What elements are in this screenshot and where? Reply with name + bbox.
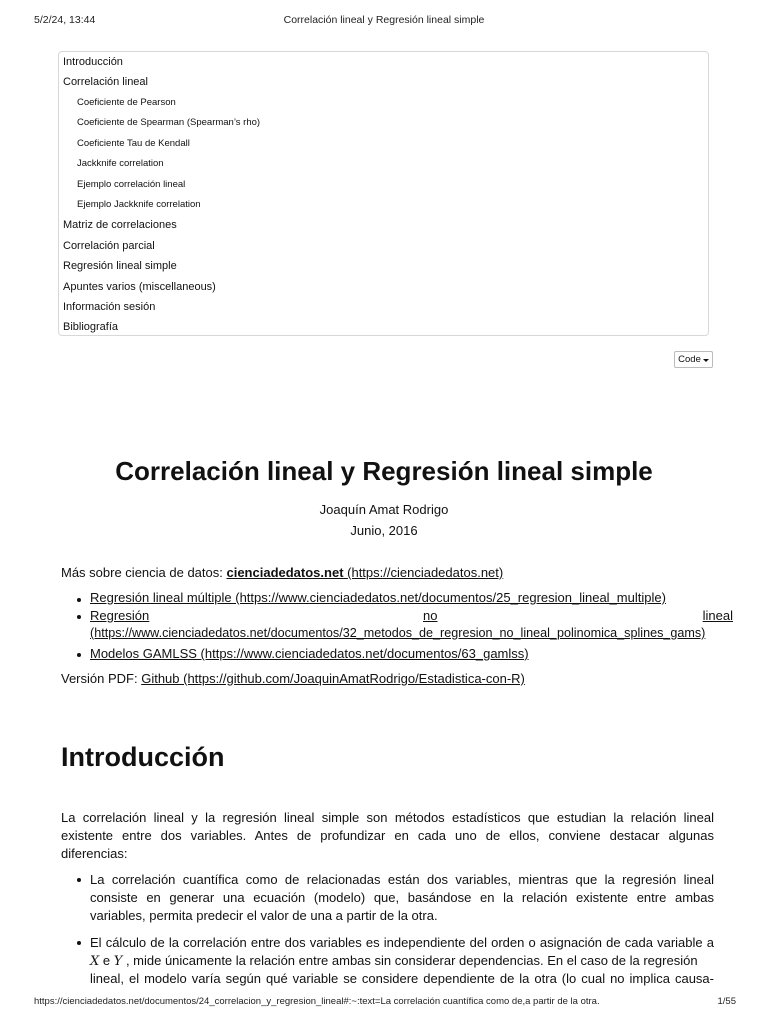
document-author: Joaquín Amat Rodrigo bbox=[319, 502, 449, 517]
pdf-version-prefix: Versión PDF: bbox=[61, 671, 142, 686]
toc-item-correlacion-parcial[interactable]: Correlación parcial bbox=[63, 240, 155, 252]
bullet2-and: e bbox=[99, 953, 114, 968]
toc-item-ejemplo-jackknife[interactable]: Ejemplo Jackknife correlation bbox=[77, 199, 201, 210]
list-item bbox=[90, 646, 529, 661]
intro-line-1: La correlación lineal y la regresión lineal simple son métodos estadísticos que estudian la relación lineal bbox=[61, 810, 714, 825]
variable-y: Y bbox=[113, 954, 123, 969]
page-number: 1/55 bbox=[717, 996, 736, 1007]
bullet1-line-3: variables, permita predecir el valor de una a partir de la otra. bbox=[90, 908, 438, 923]
cienciadedatos-url-link[interactable]: (https://cienciadedatos.net) bbox=[347, 565, 504, 580]
regresion-no-lineal-link-word1[interactable]: Regresión bbox=[90, 608, 150, 623]
bullet-icon bbox=[77, 598, 81, 602]
toc-item-matriz[interactable]: Matriz de correlaciones bbox=[63, 219, 177, 231]
toc-item-regresion-simple[interactable]: Regresión lineal simple bbox=[63, 260, 177, 272]
bullet2-line-2 bbox=[90, 952, 714, 971]
more-info-line bbox=[61, 565, 503, 580]
code-dropdown-button[interactable] bbox=[674, 351, 713, 368]
print-header bbox=[0, 14, 768, 30]
bullet2-line-2-text: , mide únicamente la relación entre ambas sin considerar dependencias. En el caso de la regresión bbox=[122, 953, 698, 968]
toc-item-kendall[interactable]: Coeficiente Tau de Kendall bbox=[77, 138, 190, 149]
intro-line-3: diferencias: bbox=[61, 846, 128, 861]
more-info-prefix: Más sobre ciencia de datos: bbox=[61, 565, 227, 580]
document-title: Correlación lineal y Regresión lineal simple bbox=[115, 456, 653, 486]
regresion-multiple-link[interactable]: Regresión lineal múltiple (https://www.cienciadedatos.net/documentos/25_regresion_lineal_multiple) bbox=[90, 590, 666, 605]
gamlss-link[interactable]: Modelos GAMLSS (https://www.cienciadedatos.net/documentos/63_gamlss) bbox=[90, 646, 529, 661]
intro-line-2: existente entre dos variables. Antes de profundizar en cada uno de ellos, conviene destacar algunas bbox=[61, 828, 714, 843]
variable-x: X bbox=[90, 954, 100, 969]
regresion-no-lineal-link-word3[interactable]: lineal bbox=[702, 608, 733, 623]
bullet1-line-1: La correlación cuantífica como de relacionadas están dos variables, mientras que la regresión lineal bbox=[90, 872, 714, 887]
bullet-icon bbox=[77, 615, 81, 619]
list-item bbox=[90, 590, 666, 605]
print-footer-url: https://cienciadedatos.net/documentos/24_correlacion_y_regresion_lineal#:~:text=La correlación cuantífica como de,a partir de la otra. bbox=[34, 996, 600, 1007]
pdf-version-line bbox=[61, 671, 525, 686]
toc-item-jackknife[interactable]: Jackknife correlation bbox=[77, 158, 164, 169]
code-button-label: Code bbox=[678, 354, 701, 365]
print-datetime: 5/2/24, 13:44 bbox=[34, 14, 96, 26]
toc-item-pearson[interactable]: Coeficiente de Pearson bbox=[77, 97, 176, 108]
toc-item-spearman[interactable]: Coeficiente de Spearman (Spearman’s rho) bbox=[77, 117, 261, 128]
print-footer bbox=[0, 996, 768, 1010]
toc-item-introduccion[interactable]: Introducción bbox=[63, 56, 123, 68]
bullet-icon bbox=[77, 941, 81, 945]
toc-item-sesion[interactable]: Información sesión bbox=[63, 301, 156, 313]
regresion-no-lineal-link-word2[interactable]: no bbox=[423, 608, 438, 623]
bullet1-line-2: consiste en generar una ecuación (modelo) que, basándose en la relación existente entre ambas bbox=[90, 890, 714, 905]
bullet-icon bbox=[77, 878, 81, 882]
section-heading-introduccion: Introducción bbox=[61, 742, 225, 772]
toc-item-bibliografia[interactable]: Bibliografía bbox=[63, 321, 119, 333]
bullet2-line-1: El cálculo de la correlación entre dos variables es independiente del orden o asignación de cada variable a bbox=[90, 935, 714, 950]
caret-down-icon bbox=[703, 359, 709, 362]
bullet-icon bbox=[77, 653, 81, 657]
list-item-continuation bbox=[90, 626, 705, 640]
document-date: Junio, 2016 bbox=[350, 523, 418, 538]
toc-item-ejemplo-correlacion[interactable]: Ejemplo correlación lineal bbox=[77, 179, 186, 190]
toc-item-correlacion-lineal[interactable]: Correlación lineal bbox=[63, 76, 148, 88]
github-link[interactable]: Github (https://github.com/JoaquinAmatRodrigo/Estadistica-con-R) bbox=[141, 671, 525, 686]
toc-item-apuntes[interactable]: Apuntes varios (miscellaneous) bbox=[63, 281, 216, 293]
regresion-no-lineal-url-link[interactable]: (https://www.cienciadedatos.net/documentos/32_metodos_de_regresion_no_lineal_polinomica_splines_gams) bbox=[90, 626, 706, 640]
table-of-contents bbox=[58, 51, 709, 336]
cienciadedatos-link[interactable]: cienciadedatos.net bbox=[226, 565, 348, 580]
print-title: Correlación lineal y Regresión lineal simple bbox=[283, 14, 485, 26]
bullet2-line-3: lineal, el modelo varía según qué variable se considere dependiente de la otra (lo cual no implica causa- bbox=[90, 971, 714, 986]
